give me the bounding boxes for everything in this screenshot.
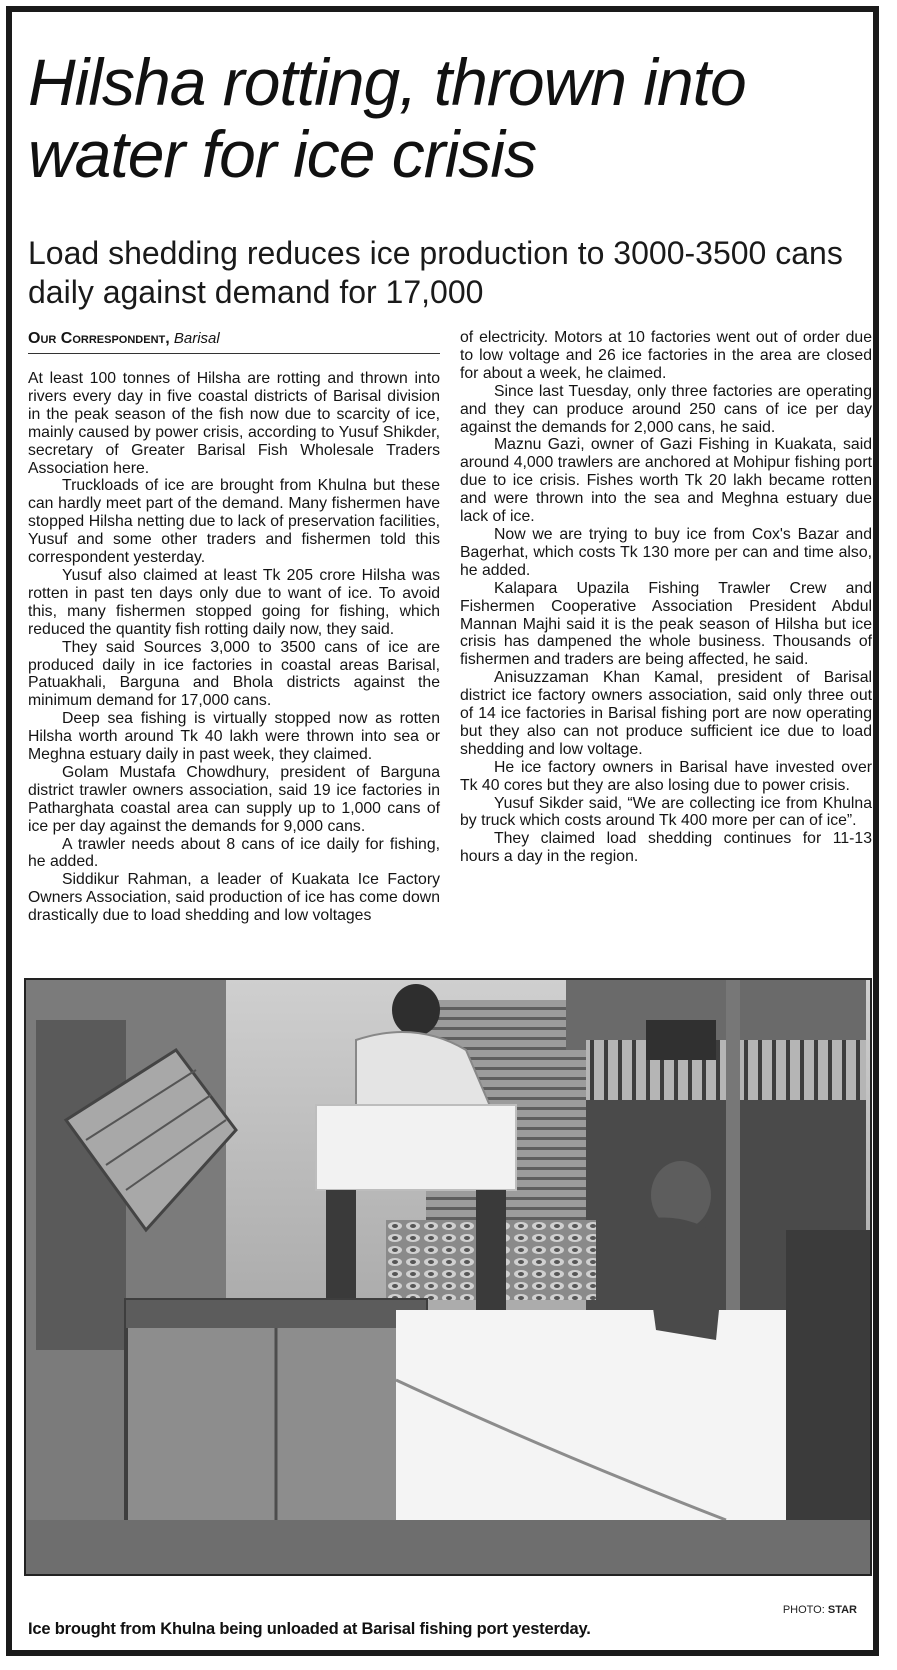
paragraph: Yusuf also claimed at least Tk 205 crore Hilsha was rotten in past ten days only due to want of ice. To avoid this, many fishermen stopped going for fishing, which reduced the quantity fish rotting daily now, they said.: [28, 566, 440, 638]
paragraph: Maznu Gazi, owner of Gazi Fishing in Kuakata, said around 4,000 trawlers are anchored at Mohipur fishing port due to ice crisis. Fishes worth Tk 20 lakh became rotten and were thrown into the sea and Meghna estuary due lack of ice.: [460, 436, 872, 526]
paragraph: They claimed load shedding continues for 11-13 hours a day in the region.: [460, 830, 872, 866]
paragraph: Golam Mustafa Chowdhury, president of Barguna district trawler owners association, said 19 ice factories in Patharghata coastal area can supply up to 1,000 cans of ice per day against the demands for 9,000 cans.: [28, 763, 440, 835]
byline-place: Barisal: [173, 330, 220, 347]
paragraph: Anisuzzaman Khan Kamal, president of Barisal district ice factory owners association, said only three out of 14 ice factories in Barisal fishing port are now operating but they also can not produce sufficient ice due to load shedding and low voltage.: [460, 669, 872, 758]
photo-caption: Ice brought from Khulna being unloaded at Barisal fishing port yesterday.: [28, 1620, 591, 1638]
photo-credit-label: PHOTO:: [782, 1604, 825, 1616]
paragraph: Siddikur Rahman, a leader of Kuakata Ice Factory Owners Association, said production of ice has come down drastically due to load shedding and low voltages: [28, 871, 440, 925]
paragraph: A trawler needs about 8 cans of ice daily for fishing, he added.: [28, 835, 440, 871]
paragraph: He ice factory owners in Barisal have invested over Tk 40 cores but they are also losing due to power crisis.: [460, 758, 872, 794]
byline-name: Our Correspondent,: [28, 330, 170, 347]
paragraph: Since last Tuesday, only three factories are operating and they can produce around 250 cans of ice per day against the demands for 2,000 cans, he said.: [460, 382, 872, 436]
news-photo: [24, 978, 872, 1576]
byline: [28, 329, 440, 354]
paragraph: Kalapara Upazila Fishing Trawler Crew and Fishermen Cooperative Association President Abdul Mannan Majhi said it is the peak season of Hilsha but ice crisis has dampened the whole business. Thousands of fishermen and traders are being affected, he said.: [460, 579, 872, 669]
paragraph: Truckloads of ice are brought from Khulna but these can hardly meet part of the demand. Many fishermen have stopped Hilsha netting due to lack of preservation facilities, Yusuf and some other traders and fishermen told this correspondent yesterday.: [28, 477, 440, 567]
article-column-right: [460, 329, 872, 866]
paragraph: At least 100 tonnes of Hilsha are rotting and thrown into rivers every day in five coastal districts of Barisal division in the peak season of the fish now due to scarcity of ice, mainly caused by power crisis, according to Yusuf Shikder, secretary of Greater Barisal Fish Wholesale Traders Association here.: [28, 370, 440, 477]
paragraph: Yusuf Sikder said, “We are collecting ice from Khulna by truck which costs around Tk 400 more per can of ice”.: [460, 794, 872, 830]
headline: Hilsha rotting, thrown into water for ice crisis: [28, 45, 746, 191]
paragraph: Deep sea fishing is virtually stopped now as rotten Hilsha worth around Tk 40 lakh were thrown into sea or Meghna estuary daily in past week, they claimed.: [28, 710, 440, 764]
article-frame: [6, 6, 879, 1656]
photo-credit-source: STAR: [827, 1604, 857, 1616]
paragraph: Now we are trying to buy ice from Cox's Bazar and Bagerhat, which costs Tk 130 more per can and time also, he added.: [460, 525, 872, 579]
photo-illustration: [26, 980, 870, 1574]
subheadline: Load shedding reduces ice production to 3000-3500 cans daily against demand for 17,000: [28, 235, 843, 310]
article-column-left: [28, 329, 440, 925]
paragraph: They said Sources 3,000 to 3500 cans of ice are produced daily in ice factories in coastal areas Barisal, Patuakhali, Barguna and Bhola districts against the minimum demand for 17,000 cans.: [28, 638, 440, 710]
paragraph-continuation: of electricity. Motors at 10 factories went out of order due to low voltage and 26 ice factories in the area are closed for about a week, he claimed.: [460, 329, 872, 382]
photo-credit: [783, 1604, 857, 1616]
